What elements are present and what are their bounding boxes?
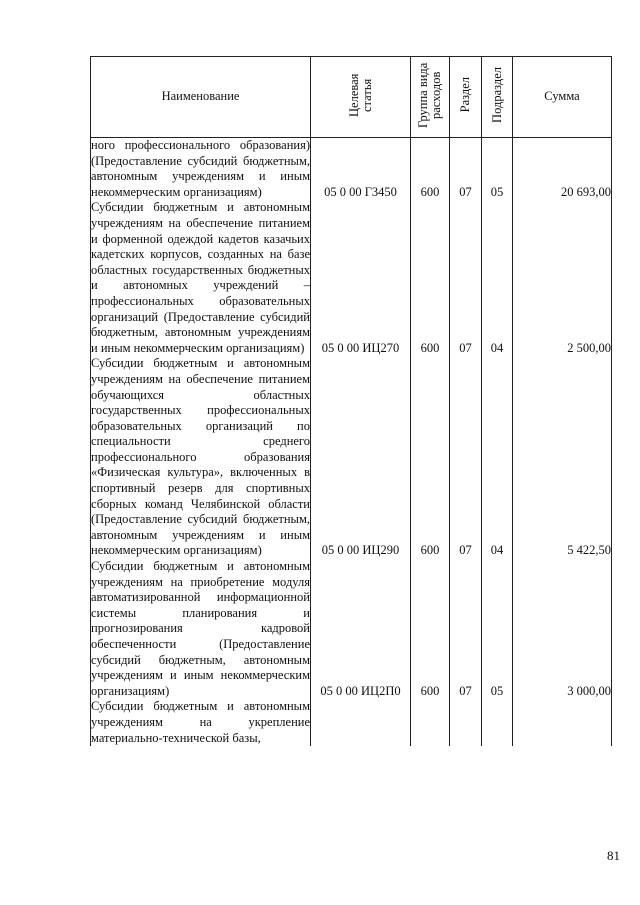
row-section: 07 <box>450 559 482 699</box>
row-sum: 20 693,00 <box>513 138 612 201</box>
header-sum: Сумма <box>513 57 612 138</box>
table-row <box>91 138 612 201</box>
row-sum: 2 500,00 <box>513 200 612 356</box>
page-number: 81 <box>607 848 620 863</box>
row-expense-group: 600 <box>411 356 450 559</box>
row-subsection <box>482 699 513 746</box>
row-section: 07 <box>450 138 482 201</box>
table-row <box>91 699 612 746</box>
row-expense-group: 600 <box>411 559 450 699</box>
row-name: Субсидии бюджетным и автономным учреждениям на обеспечение питанием обучающихся областных государственных профессиональных образовательных организаций по специальности среднего профессионального образования «Физическая культура», включенных в спортивный резерв для спортивных сборных команд Челябинской области (Предоставление субсидий бюджетным, автономным учреждениям и иным некоммерческим организациям) <box>91 356 310 558</box>
row-target-article: 05 0 00 ИЦ2П0 <box>311 559 411 699</box>
table-header-row <box>91 57 612 138</box>
row-target-article: 05 0 00 ИЦ290 <box>311 356 411 559</box>
table-row <box>91 559 612 699</box>
row-name: ного профессионального образования) (Предоставление субсидий бюджетным, автономным учреждениям и иным некоммерческим организациям) <box>91 138 310 199</box>
header-subsection: Подраздел <box>482 57 513 138</box>
table-row <box>91 356 612 559</box>
row-expense-group: 600 <box>411 200 450 356</box>
row-target-article <box>311 699 411 746</box>
row-name: Субсидии бюджетным и автономным учреждениям на укрепление материально-технической базы, <box>91 699 310 745</box>
header-section: Раздел <box>450 57 482 138</box>
row-name: Субсидии бюджетным и автономным учреждениям на обеспечение питанием и форменной одеждой кадетов казачьих кадетских корпусов, созданных на базе областных государственных бюджетных и автономных учреждений – профессиональных образовательных организаций (Предоставление субсидий бюджетным, автономным учреждениям и иным некоммерческим организациям) <box>91 200 310 355</box>
row-target-article: 05 0 00 ИЦ270 <box>311 200 411 356</box>
row-expense-group: 600 <box>411 138 450 201</box>
row-subsection: 05 <box>482 559 513 699</box>
row-sum: 3 000,00 <box>513 559 612 699</box>
header-target-article: Целевая статья <box>311 57 411 138</box>
row-section: 07 <box>450 356 482 559</box>
row-sum <box>513 699 612 746</box>
row-sum: 5 422,50 <box>513 356 612 559</box>
row-name: Субсидии бюджетным и автономным учреждениям на приобретение модуля автоматизированной информационной системы планирования и прогнозирования кадровой обеспеченности (Предоставление субсидий бюджетным, автономным учреждениям и иным некоммерческим организациям) <box>91 559 310 698</box>
budget-table <box>90 56 612 746</box>
row-section: 07 <box>450 200 482 356</box>
row-section <box>450 699 482 746</box>
header-name: Наименование <box>91 57 311 138</box>
row-subsection: 04 <box>482 200 513 356</box>
row-target-article: 05 0 00 Г3450 <box>311 138 411 201</box>
row-subsection: 04 <box>482 356 513 559</box>
header-expense-group: Группа вида расходов <box>411 57 450 138</box>
row-subsection: 05 <box>482 138 513 201</box>
row-expense-group <box>411 699 450 746</box>
table-row <box>91 200 612 356</box>
